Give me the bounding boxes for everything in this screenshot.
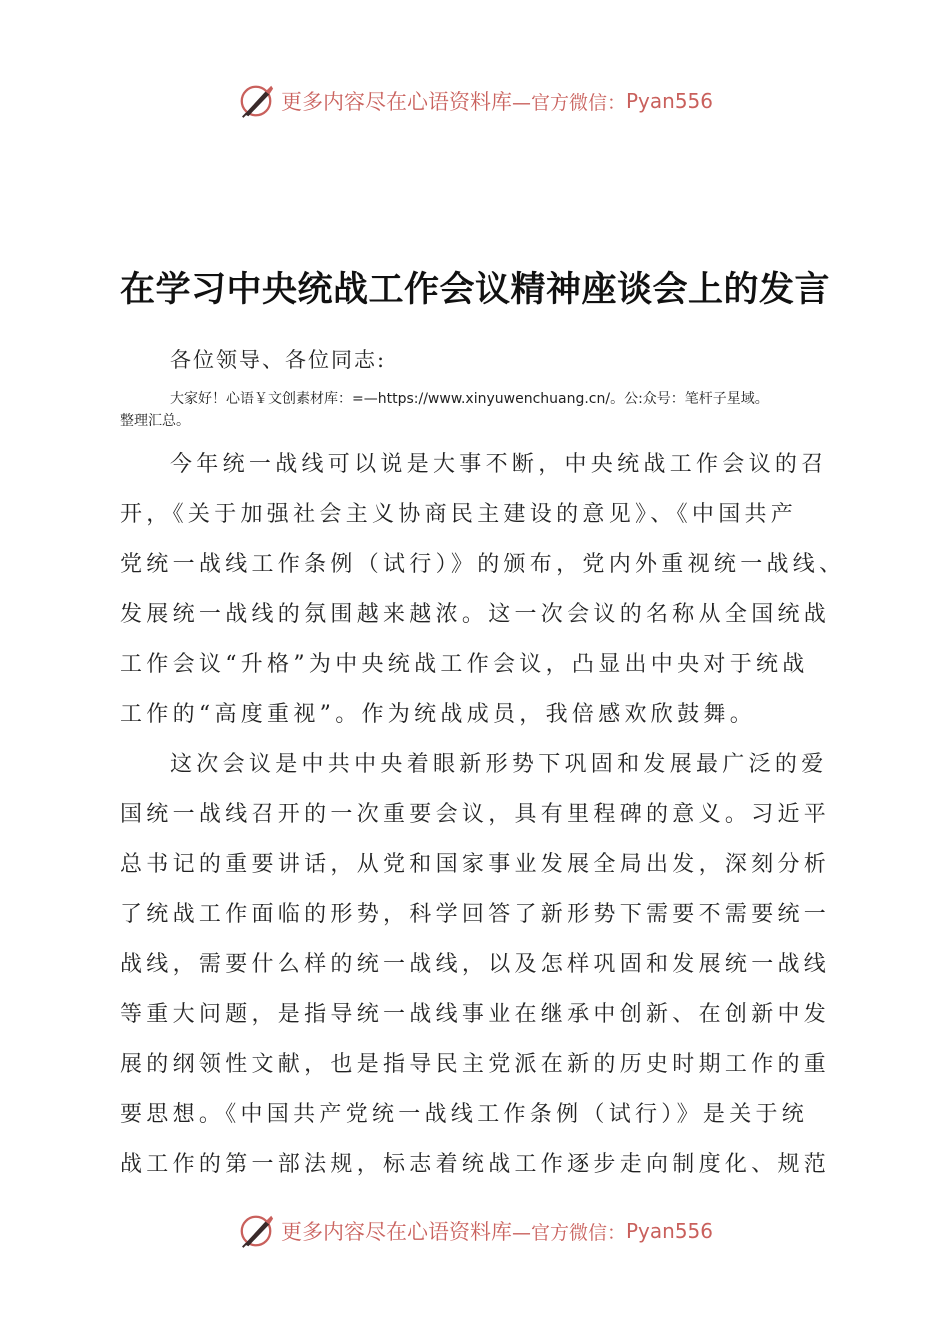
header-watermark <box>0 78 950 124</box>
paragraph-line: 发展统一战线的氛围越来越浓。这一次会议的名称从全国统战 <box>120 602 831 627</box>
header-watermark-wechat-id: Pyan556 <box>626 89 714 113</box>
pen-logo-icon <box>237 1212 275 1250</box>
inserted-note-line-1: 大家好！心语￥文创素材库：=—https://www.xinyuwenchuang.cn/。公:众号：笔杆子星域。 <box>170 391 769 407</box>
paragraph-line: 总书记的重要讲话，从党和国家事业发展全局出发，深刻分析 <box>120 852 831 877</box>
paragraph-line: 要思想。《中国共产党统一战线工作条例（试行）》是关于统 <box>120 1102 809 1127</box>
paragraph-line: 党统一战线工作条例（试行）》的颁布，党内外重视统一战线、 <box>120 552 846 577</box>
paragraph-line: 等重大问题，是指导统一战线事业在继承中创新、在创新中发 <box>120 1002 831 1027</box>
document-title: 在学习中央统战工作会议精神座谈会上的发言 <box>119 269 830 310</box>
paragraph-line: 展的纲领性文献，也是指导民主党派在新的历史时期工作的重 <box>120 1052 831 1077</box>
paragraph-line: 这次会议是中共中央着眼新形势下巩固和发展最广泛的爱 <box>170 752 828 777</box>
pen-logo-icon <box>237 82 275 120</box>
inserted-note-line-2: 整理汇总。 <box>120 413 190 429</box>
paragraph-line: 战线，需要什么样的统一战线，以及怎样巩固和发展统一战线 <box>120 952 831 977</box>
header-watermark-sub: —官方微信： <box>511 91 626 114</box>
paragraph-line: 国统一战线召开的一次重要会议，具有里程碑的意义。习近平 <box>120 802 831 827</box>
paragraph-line: 了统战工作面临的形势，科学回答了新形势下需要不需要统一 <box>120 902 831 927</box>
paragraph-line: 战工作的第一部法规，标志着统战工作逐步走向制度化、规范 <box>120 1152 831 1177</box>
inserted-note <box>120 388 840 432</box>
footer-watermark-sub: —官方微信： <box>511 1221 626 1244</box>
paragraph-line: 今年统一战线可以说是大事不断，中央统战工作会议的召 <box>170 452 828 477</box>
paragraph-line: 开，《关于加强社会主义协商民主建设的意见》、《中国共产 <box>120 502 798 527</box>
footer-watermark <box>0 1208 950 1254</box>
paragraph-line: 工作会议“升格”为中央统战工作会议，凸显出中央对于统战 <box>120 652 809 677</box>
header-watermark-main: 更多内容尽在心语资料库 <box>280 90 512 114</box>
salutation: 各位领导、各位同志: <box>170 348 387 372</box>
footer-watermark-main: 更多内容尽在心语资料库 <box>280 1220 512 1244</box>
paragraph-line: 工作的“高度重视”。作为统战成员，我倍感欢欣鼓舞。 <box>120 702 756 727</box>
footer-watermark-wechat-id: Pyan556 <box>626 1219 714 1243</box>
